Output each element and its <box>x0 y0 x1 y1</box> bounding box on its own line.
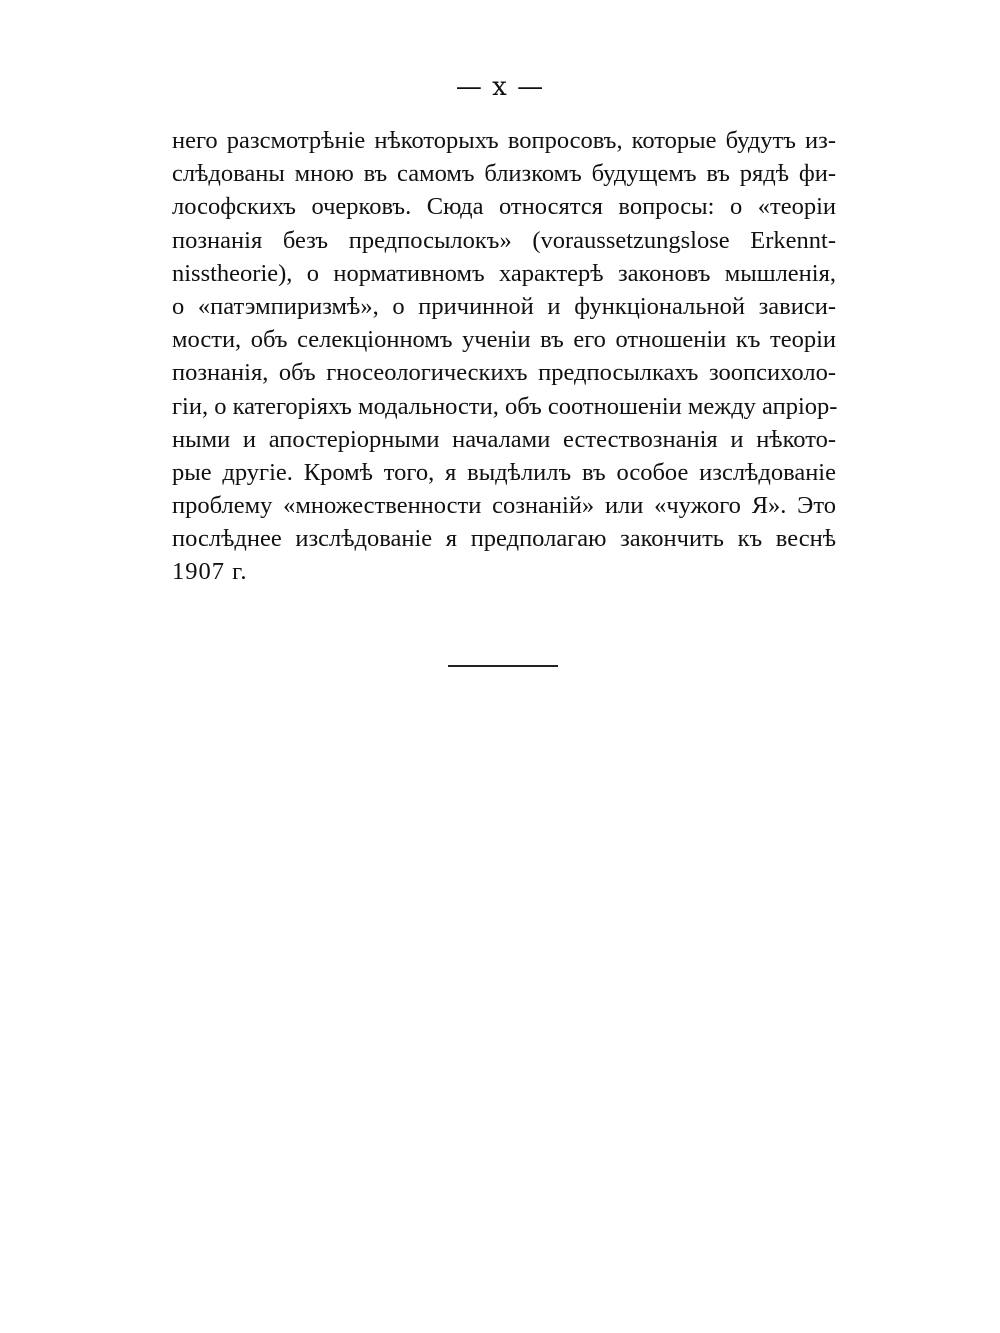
section-end-rule <box>448 665 558 667</box>
text-line: мости, объ селекціонномъ ученіи въ его отношеніи къ теоріи <box>172 326 836 354</box>
text-line-final: 1907 г. <box>172 558 248 586</box>
page-number: — x — <box>455 72 545 102</box>
text-line: него разсмотрѣніе нѣкоторыхъ вопросовъ, которые будутъ из- <box>172 127 836 154</box>
text-line: гіи, о категоріяхъ модальности, объ соотношеніи между апріор- <box>172 392 838 420</box>
text-line: о «патэмпиризмѣ», о причинной и функціональной зависи- <box>172 292 836 320</box>
text-line: рые другіе. Кромѣ того, я выдѣлилъ въ особое изслѣдованіе <box>172 458 836 486</box>
body-paragraph <box>172 124 836 589</box>
text-line: ными и апостеріорными началами естествознанія и нѣкото- <box>172 425 836 453</box>
text-line: познанія безъ предпосылокъ» (voraussetzungslose Erkennt- <box>172 226 836 254</box>
text-line: лософскихъ очерковъ. Сюда относятся вопросы: о «теоріи <box>172 193 836 221</box>
text-line: послѣднее изслѣдованіе я предполагаю закончить къ веснѣ <box>172 525 836 553</box>
text-line: познанія, объ гносеологическихъ предпосылкахъ зоопсихоло- <box>172 359 836 387</box>
text-line: проблему «множественности сознаній» или «чужого Я». Это <box>172 492 836 520</box>
text-line: nisstheorie), о нормативномъ характерѣ законовъ мышленія, <box>172 259 836 287</box>
text-line: слѣдованы мною въ самомъ близкомъ будущемъ въ рядѣ фи- <box>172 160 836 188</box>
